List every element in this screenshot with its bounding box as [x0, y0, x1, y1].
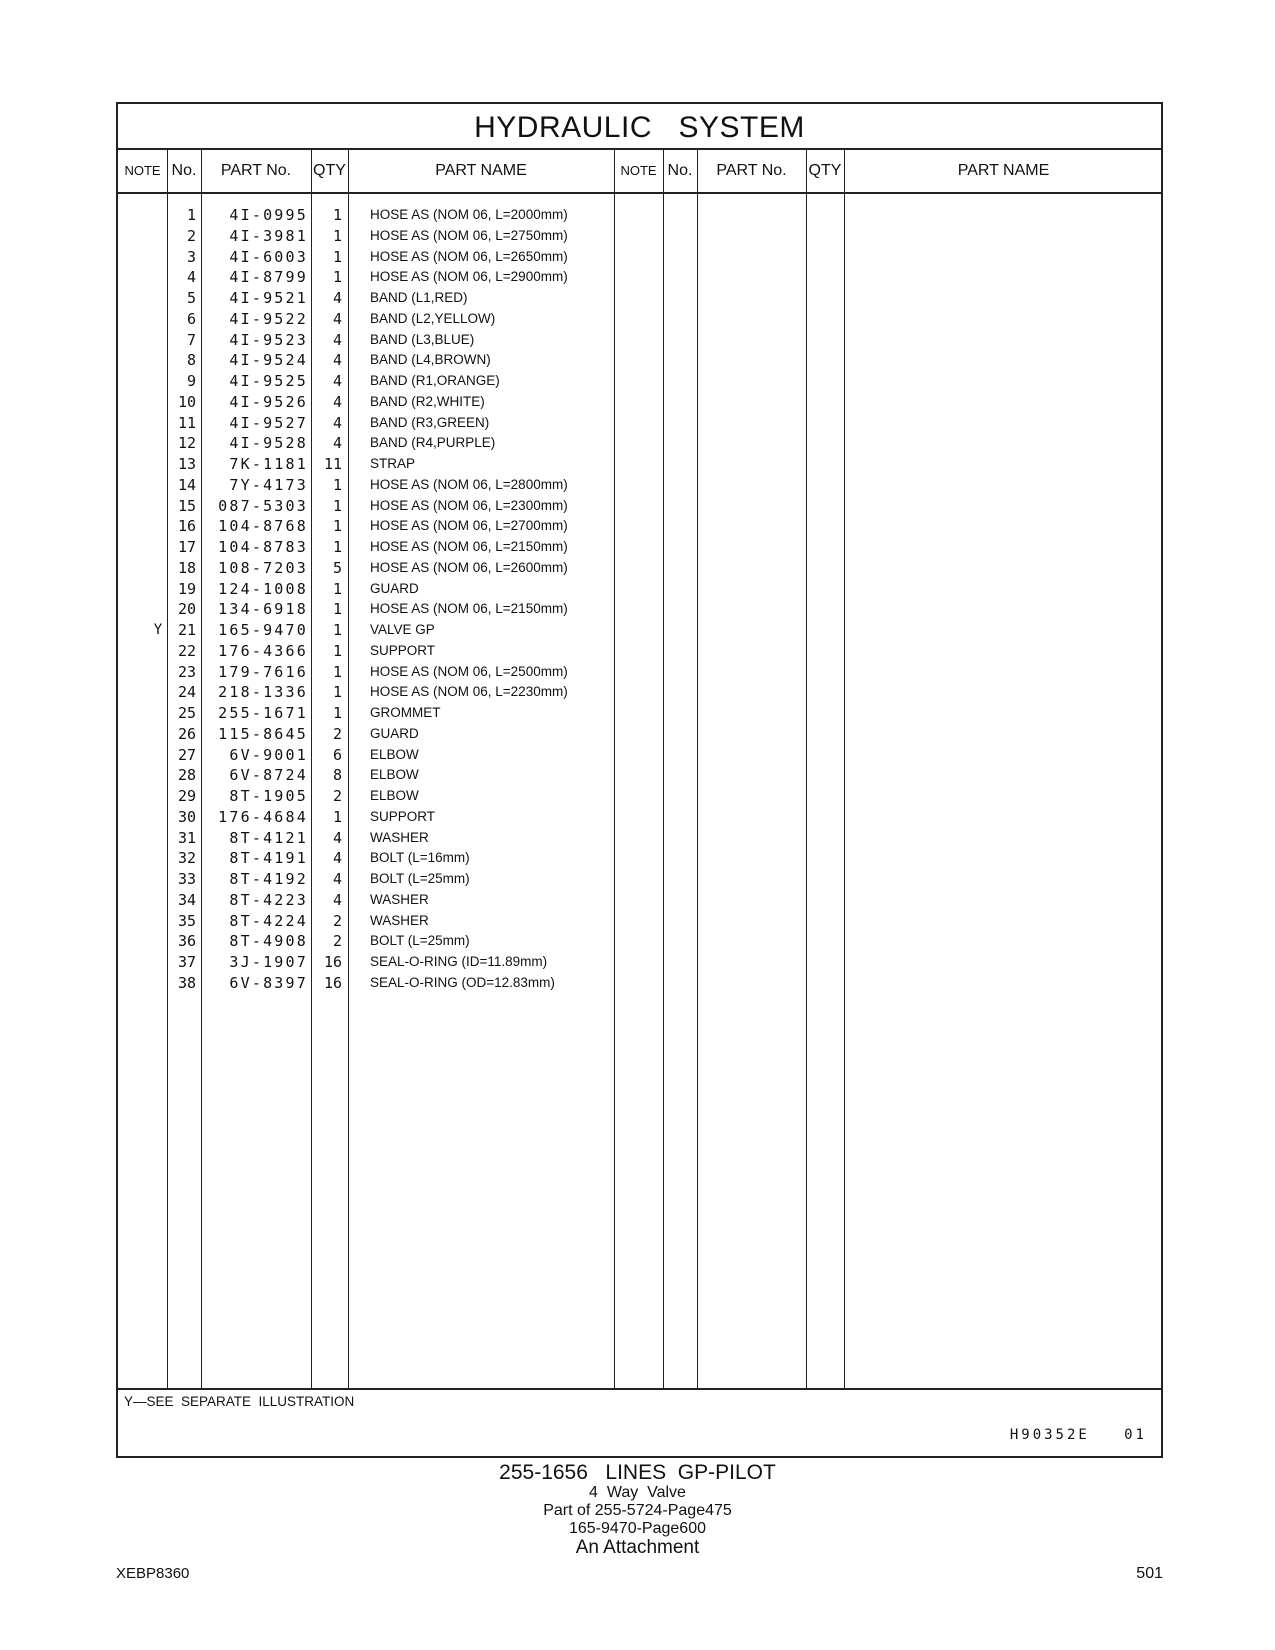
row-part-number: 4I-9525 — [229, 372, 308, 390]
table-row — [118, 349, 1161, 371]
row-part-number: 087-5303 — [218, 496, 308, 515]
row-quantity: 4 — [332, 870, 342, 888]
row-part-name: WASHER — [370, 891, 429, 907]
row-item-number: 21 — [177, 621, 196, 639]
header-note-right: NOTE — [620, 163, 657, 178]
row-item-number: 24 — [177, 683, 196, 702]
section-title: HYDRAULIC SYSTEM — [118, 104, 1161, 150]
row-item-number: 37 — [177, 953, 196, 971]
row-part-name: ELBOW — [370, 746, 419, 762]
row-item-number: 15 — [177, 496, 196, 515]
row-part-number: 4I-9527 — [229, 413, 308, 432]
row-quantity: 4 — [332, 372, 342, 390]
row-quantity: 4 — [332, 413, 342, 432]
row-part-name: SUPPORT — [370, 808, 436, 824]
row-item-number: 23 — [177, 662, 196, 681]
row-item-number: 34 — [177, 890, 196, 909]
row-note — [148, 578, 168, 600]
row-item-number: 12 — [177, 434, 196, 453]
row-note — [148, 308, 168, 330]
row-note — [148, 495, 168, 517]
row-part-number: 4I-9521 — [229, 289, 308, 307]
table-row — [118, 495, 1161, 517]
table-row — [118, 702, 1161, 724]
table-row — [118, 598, 1161, 620]
row-part-name: BOLT (L=16mm) — [370, 850, 470, 866]
row-quantity: 1 — [332, 538, 342, 556]
caption — [0, 1462, 1275, 1558]
row-note — [148, 847, 168, 869]
row-part-name: GROMMET — [370, 705, 441, 720]
row-part-number: 176-4366 — [218, 641, 308, 660]
row-part-name: BAND (R2,WHITE) — [370, 393, 485, 409]
header-part-name-left: PART NAME — [435, 162, 527, 179]
row-quantity: 4 — [332, 828, 342, 847]
row-item-number: 38 — [177, 973, 196, 992]
row-note — [148, 661, 168, 683]
row-quantity: 1 — [332, 662, 342, 681]
parts-table — [116, 102, 1163, 1458]
row-note — [148, 453, 168, 475]
table-row — [118, 370, 1161, 392]
row-note — [148, 246, 168, 268]
row-part-number: 115-8645 — [218, 724, 308, 743]
row-part-number: 179-7616 — [218, 662, 308, 681]
row-part-number: 4I-9522 — [229, 309, 308, 328]
row-quantity: 4 — [332, 434, 342, 453]
table-row — [118, 806, 1161, 828]
row-part-name: BAND (R3,GREEN) — [370, 414, 490, 430]
row-part-number: 176-4684 — [218, 807, 308, 826]
row-item-number: 3 — [186, 247, 196, 266]
row-item-number: 29 — [177, 787, 196, 805]
row-note — [148, 349, 168, 371]
table-row — [118, 266, 1161, 288]
row-note — [148, 432, 168, 454]
row-quantity: 6 — [332, 745, 342, 764]
table-row — [118, 225, 1161, 247]
row-note — [148, 972, 168, 994]
row-item-number: 16 — [177, 517, 196, 536]
row-item-number: 35 — [177, 911, 196, 930]
table-row — [118, 661, 1161, 683]
row-quantity: 4 — [332, 890, 342, 909]
row-part-name: BAND (L4,BROWN) — [370, 352, 491, 368]
row-part-name: BOLT (L=25mm) — [370, 933, 470, 949]
row-note — [148, 827, 168, 849]
row-quantity: 8 — [332, 766, 342, 785]
row-note — [148, 806, 168, 828]
row-item-number: 25 — [177, 704, 196, 722]
row-note — [148, 536, 168, 558]
table-row — [118, 412, 1161, 434]
row-note — [148, 868, 168, 890]
row-note — [148, 640, 168, 662]
row-note — [148, 557, 168, 579]
row-part-name: HOSE AS (NOM 06, L=2150mm) — [370, 601, 568, 617]
row-note — [148, 910, 168, 932]
table-row — [118, 308, 1161, 330]
table-row — [118, 329, 1161, 351]
row-part-number: 3J-1907 — [229, 953, 308, 971]
header-no-left: No. — [171, 162, 197, 179]
row-note — [148, 598, 168, 620]
row-part-name: SEAL-O-RING (OD=12.83mm) — [370, 974, 555, 990]
footer-divider — [118, 1388, 1161, 1390]
row-quantity: 16 — [323, 953, 342, 971]
row-item-number: 32 — [177, 849, 196, 868]
row-item-number: 13 — [177, 455, 196, 473]
illustration-code: H90352E 01 — [1009, 1427, 1147, 1443]
row-quantity: 1 — [332, 600, 342, 619]
row-item-number: 33 — [177, 870, 196, 888]
row-item-number: 2 — [186, 226, 196, 245]
row-part-number: 6V-8397 — [229, 973, 308, 992]
row-part-number: 8T-4908 — [229, 932, 308, 951]
row-part-name: HOSE AS (NOM 06, L=2600mm) — [370, 559, 568, 575]
row-note — [148, 951, 168, 973]
row-part-name: HOSE AS (NOM 06, L=2000mm) — [370, 207, 568, 222]
row-note — [148, 266, 168, 288]
table-row — [118, 391, 1161, 413]
table-row — [118, 744, 1161, 766]
row-item-number: 1 — [186, 206, 196, 224]
row-part-number: 104-8783 — [218, 538, 308, 556]
row-item-number: 30 — [177, 807, 196, 826]
row-part-number: 4I-6003 — [229, 247, 308, 266]
row-note — [148, 744, 168, 766]
row-item-number: 6 — [186, 309, 196, 328]
table-row — [118, 474, 1161, 496]
table-row — [118, 764, 1161, 786]
row-quantity: 5 — [332, 558, 342, 577]
row-part-number: 8T-4191 — [229, 849, 308, 868]
row-note — [148, 329, 168, 351]
row-note — [148, 391, 168, 413]
table-row — [118, 889, 1161, 911]
row-part-number: 4I-0995 — [229, 206, 308, 224]
row-quantity: 1 — [332, 683, 342, 702]
row-quantity: 1 — [332, 268, 342, 287]
row-part-name: HOSE AS (NOM 06, L=2230mm) — [370, 684, 568, 700]
row-quantity: 2 — [332, 787, 342, 805]
table-row — [118, 723, 1161, 745]
table-row — [118, 246, 1161, 268]
table-header — [118, 150, 1161, 194]
row-part-name: SEAL-O-RING (ID=11.89mm) — [370, 954, 548, 969]
row-quantity: 4 — [332, 849, 342, 868]
row-part-name: BAND (L1,RED) — [370, 290, 468, 305]
table-row — [118, 827, 1161, 849]
header-note-left: NOTE — [124, 163, 161, 178]
row-quantity: 1 — [332, 579, 342, 598]
table-row — [118, 868, 1161, 890]
row-note — [148, 204, 168, 226]
row-part-number: 165-9470 — [218, 621, 308, 639]
table-row — [118, 204, 1161, 226]
row-item-number: 31 — [177, 828, 196, 847]
header-part-no-left: PART No. — [220, 162, 292, 179]
caption-line: Part of 255-5724-Page475 — [543, 1502, 732, 1519]
row-part-name: ELBOW — [370, 788, 419, 803]
row-quantity: 4 — [332, 351, 342, 370]
row-item-number: 28 — [177, 766, 196, 785]
row-note — [148, 889, 168, 911]
row-part-name: VALVE GP — [370, 622, 435, 637]
row-part-number: 8T-4223 — [229, 890, 308, 909]
row-quantity: 1 — [332, 621, 342, 639]
row-note: Y — [153, 622, 163, 638]
row-part-name: BAND (R4,PURPLE) — [370, 435, 496, 451]
row-item-number: 4 — [186, 268, 196, 287]
row-item-number: 17 — [177, 538, 196, 556]
row-part-name: BOLT (L=25mm) — [370, 871, 470, 886]
row-quantity: 1 — [332, 807, 342, 826]
table-row — [118, 951, 1161, 973]
row-note — [148, 370, 168, 392]
row-part-name: SUPPORT — [370, 642, 436, 658]
row-quantity: 4 — [332, 289, 342, 307]
header-qty-right: QTY — [808, 162, 842, 179]
row-item-number: 36 — [177, 932, 196, 951]
table-row — [118, 640, 1161, 662]
row-part-number: 8T-4192 — [229, 870, 308, 888]
row-part-name: STRAP — [370, 456, 416, 471]
table-row — [118, 972, 1161, 994]
caption-title: 255-1656 LINES GP-PILOT — [499, 1461, 776, 1484]
row-part-number: 104-8768 — [218, 517, 308, 536]
row-note — [148, 412, 168, 434]
row-part-number: 6V-9001 — [229, 745, 308, 764]
row-part-number: 4I-9526 — [229, 392, 308, 411]
row-part-number: 8T-4224 — [229, 911, 308, 930]
table-row — [118, 515, 1161, 537]
row-part-number: 124-1008 — [218, 579, 308, 598]
row-note — [148, 515, 168, 537]
row-item-number: 9 — [186, 372, 196, 390]
table-row — [118, 930, 1161, 952]
row-quantity: 1 — [332, 704, 342, 722]
row-part-number: 4I-9528 — [229, 434, 308, 453]
row-item-number: 7 — [186, 330, 196, 349]
row-part-name: HOSE AS (NOM 06, L=2750mm) — [370, 227, 568, 243]
row-note — [148, 681, 168, 703]
row-item-number: 27 — [177, 745, 196, 764]
row-part-number: 255-1671 — [218, 704, 308, 722]
row-note — [148, 785, 168, 807]
row-part-name: WASHER — [370, 912, 429, 928]
footnote: Y—SEE SEPARATE ILLUSTRATION — [124, 1394, 355, 1409]
row-quantity: 4 — [332, 392, 342, 411]
row-item-number: 26 — [177, 724, 196, 743]
row-part-number: 8T-1905 — [229, 787, 308, 805]
row-item-number: 18 — [177, 558, 196, 577]
row-part-name: HOSE AS (NOM 06, L=2150mm) — [370, 539, 568, 554]
row-part-name: GUARD — [370, 725, 419, 741]
row-part-name: HOSE AS (NOM 06, L=2900mm) — [370, 269, 568, 285]
row-item-number: 19 — [177, 579, 196, 598]
row-part-number: 8T-4121 — [229, 828, 308, 847]
row-part-number: 7Y-4173 — [229, 475, 308, 494]
row-part-number: 4I-9523 — [229, 330, 308, 349]
row-note — [148, 287, 168, 309]
row-item-number: 10 — [177, 392, 196, 411]
row-quantity: 1 — [332, 226, 342, 245]
table-row — [118, 287, 1161, 309]
row-note — [148, 225, 168, 247]
row-quantity: 1 — [332, 641, 342, 660]
row-item-number: 8 — [186, 351, 196, 370]
row-item-number: 5 — [186, 289, 196, 307]
document-id: XEBP8360 — [116, 1565, 190, 1582]
row-part-number: 4I-9524 — [229, 351, 308, 370]
row-quantity: 1 — [332, 247, 342, 266]
row-note — [148, 702, 168, 724]
row-item-number: 14 — [177, 475, 196, 494]
table-row — [118, 910, 1161, 932]
row-note — [148, 723, 168, 745]
row-part-name: GUARD — [370, 580, 419, 596]
table-row — [118, 681, 1161, 703]
table-row — [118, 536, 1161, 558]
caption-line: 4 Way Valve — [589, 1484, 686, 1501]
row-part-number: 7K-1181 — [229, 455, 308, 473]
caption-line: 165-9470-Page600 — [568, 1520, 706, 1537]
row-item-number: 11 — [177, 413, 196, 432]
page-number: 501 — [1136, 1565, 1163, 1582]
row-part-number: 6V-8724 — [229, 766, 308, 785]
table-row — [118, 453, 1161, 475]
row-quantity: 1 — [332, 475, 342, 494]
row-part-name: BAND (L3,BLUE) — [370, 331, 475, 347]
row-quantity: 1 — [332, 517, 342, 536]
header-part-name-right: PART NAME — [957, 162, 1050, 179]
row-part-number: 218-1336 — [218, 683, 308, 702]
table-row — [118, 619, 1161, 641]
row-part-name: HOSE AS (NOM 06, L=2800mm) — [370, 476, 568, 492]
row-quantity: 1 — [332, 206, 342, 224]
row-part-name: HOSE AS (NOM 06, L=2650mm) — [370, 248, 568, 264]
row-part-name: HOSE AS (NOM 06, L=2500mm) — [370, 663, 568, 679]
row-part-name: BAND (R1,ORANGE) — [370, 373, 500, 388]
row-part-number: 4I-3981 — [229, 226, 308, 245]
row-item-number: 20 — [177, 600, 196, 619]
row-part-number: 4I-8799 — [229, 268, 308, 287]
row-part-number: 108-7203 — [218, 558, 308, 577]
row-quantity: 2 — [332, 724, 342, 743]
table-row — [118, 557, 1161, 579]
row-quantity: 4 — [332, 330, 342, 349]
row-item-number: 22 — [177, 641, 196, 660]
header-part-no-right: PART No. — [716, 162, 787, 179]
row-part-name: BAND (L2,YELLOW) — [370, 310, 496, 326]
row-quantity: 4 — [332, 309, 342, 328]
row-part-name: ELBOW — [370, 767, 419, 783]
header-no-right: No. — [667, 162, 693, 179]
table-row — [118, 847, 1161, 869]
row-note — [148, 764, 168, 786]
row-part-number: 134-6918 — [218, 600, 308, 619]
table-row — [118, 785, 1161, 807]
row-quantity: 2 — [332, 932, 342, 951]
row-quantity: 2 — [332, 911, 342, 930]
row-note — [148, 930, 168, 952]
row-note — [148, 474, 168, 496]
row-quantity: 16 — [323, 973, 342, 992]
row-quantity: 1 — [332, 496, 342, 515]
header-qty-left: QTY — [313, 162, 346, 179]
row-part-name: HOSE AS (NOM 06, L=2700mm) — [370, 518, 568, 534]
table-row — [118, 578, 1161, 600]
caption-line: An Attachment — [575, 1537, 700, 1558]
row-quantity: 11 — [323, 455, 342, 473]
table-row — [118, 432, 1161, 454]
row-part-name: HOSE AS (NOM 06, L=2300mm) — [370, 497, 568, 513]
row-part-name: WASHER — [370, 829, 429, 845]
